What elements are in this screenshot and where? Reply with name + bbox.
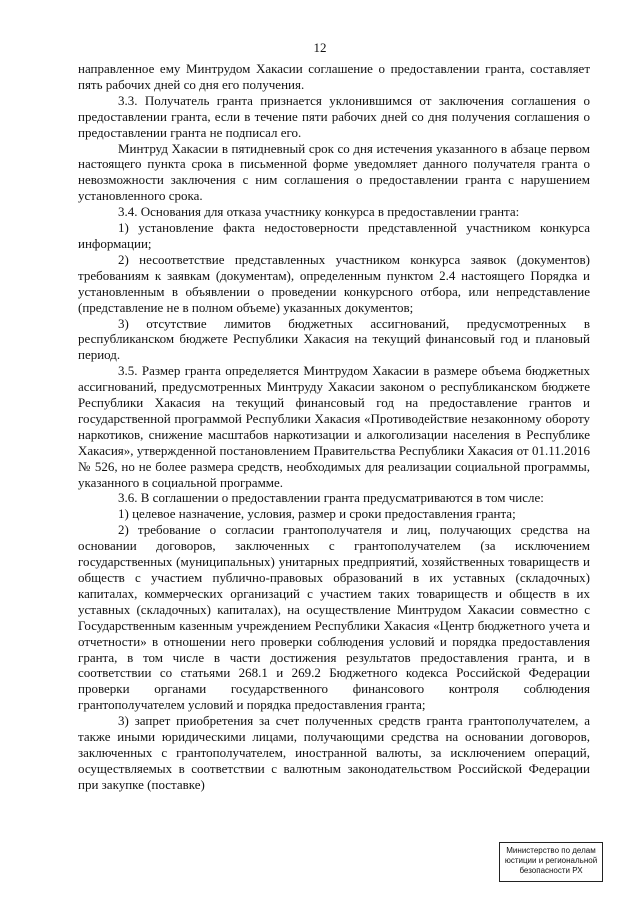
paragraph: Минтруд Хакасии в пятидневный срок со дня истечения указанного в абзаце первом настоящего пункта срока в письменной форме уведомляет данного получателя гранта о невозможности заключения с ним соглашения о предоставлении гранта с нарушением установленного срока. — [78, 140, 590, 204]
paragraph: 3.3. Получатель гранта признается уклонившимся от заключения соглашения о предоставлении гранта, если в течение пяти рабочих дней со дня получения соглашения о предоставлении гранта не подписал его. — [78, 92, 590, 140]
stamp-line: безопасности РХ — [519, 866, 583, 875]
stamp-line: Министерство по делам — [506, 846, 596, 855]
paragraph: 1) целевое назначение, условия, размер и сроки предоставления гранта; — [118, 506, 516, 522]
ministry-stamp — [499, 842, 603, 882]
paragraph: 2) несоответствие представленных участником конкурса заявок (документов) требованиям к заявкам (документам), определенным пунктом 2.4 настоящего Порядка и установленным в объявлении о проведении конкурсного отбора, или непредставление (представление не в полном объеме) указанных документов; — [78, 251, 590, 315]
paragraph: 1) установление факта недостоверности представленной участником конкурса информации; — [78, 220, 590, 251]
paragraph: 3.6. В соглашении о предоставлении гранта предусматриваются в том числе: — [118, 490, 544, 506]
document-body — [78, 61, 590, 793]
paragraph: 3) запрет приобретения за счет полученных средств гранта грантополучателем, а также иными юридическими лицами, получающими средства на основании договоров, заключенных с грантополучателем, иностранной валюты, за исключением операций, осуществляемых в соответствии с валютным законодательством Российской Федерации при закупке (поставке) — [78, 713, 590, 792]
paragraph: 3.4. Основания для отказа участнику конкурса в предоставлении гранта: — [118, 204, 520, 220]
paragraph: 3.5. Размер гранта определяется Минтрудом Хакасии в размере объема бюджетных ассигнований, предусмотренных Минтруду Хакасии законом о республиканском бюджете Республики Хакасия на текущий финансовый год на предоставление грантов и государственной программой Республики Хакасия «Противодействие незаконному обороту наркотиков, снижение масштабов наркотизации и алкоголизации населения в Республике Хакасия», утвержденной постановлением Правительства Республики Хакасия от 01.11.2016 № 526, но не более размера средств, необходимых для реализации социальной программы, указанного в социальной программе. — [78, 363, 590, 490]
paragraph: направленное ему Минтрудом Хакасии соглашение о предоставлении гранта, составляет пять рабочих дней со дня его получения. — [78, 61, 590, 92]
paragraph: 3) отсутствие лимитов бюджетных ассигнований, предусмотренных в республиканском бюджете Республики Хакасия на текущий финансовый год и плановый период. — [78, 315, 590, 363]
stamp-line: юстиции и региональной — [504, 856, 598, 865]
paragraph: 2) требование о согласии грантополучателя и лиц, получающих средства на основании договоров, заключенных с грантополучателем (за исключением государственных (муниципальных) унитарных предприятий, хозяйственных товариществ и обществ с участием публично-правовых образований в их уставных (складочных) капиталах, коммерческих организаций с участием таких товариществ и обществ в их уставных (складочных) капиталах), на осуществление Минтрудом Хакасии совместно с Государственным казенным учреждением Республики Хакасия «Центр бюджетного учета и отчетности» в отношении него проверки соблюдения условий и порядка предоставления гранта, в том числе в части достижения результатов предоставления гранта, и в соответствии со статьями 268.1 и 269.2 Бюджетного кодекса Российской Федерации проверки органами государственного финансового контроля соблюдения грантополучателем условий и порядка предоставления гранта; — [78, 522, 590, 713]
page-number: 12 — [313, 40, 327, 55]
